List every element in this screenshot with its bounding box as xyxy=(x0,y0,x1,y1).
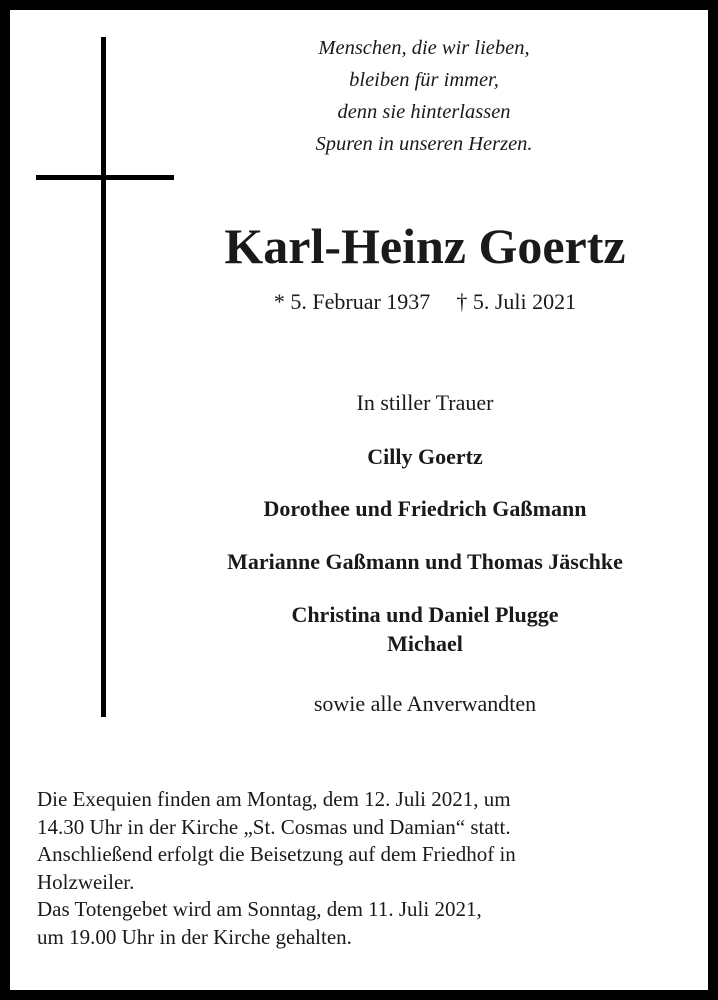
cross-vertical-bar xyxy=(101,37,106,717)
death-date: † 5. Juli 2021 xyxy=(456,289,577,314)
mourning-closing: sowie alle Anverwandten xyxy=(313,691,537,716)
mourning-intro: In stiller Trauer xyxy=(356,390,494,415)
quote-line: Menschen, die wir lieben, xyxy=(318,37,530,59)
mourner-name: Christina und Daniel Plugge xyxy=(291,602,559,627)
service-info-line: Anschließend erfolgt die Beisetzung auf dem Friedhof in xyxy=(37,842,516,866)
service-information xyxy=(37,786,697,951)
cross-horizontal-bar xyxy=(36,175,174,180)
life-dates xyxy=(160,287,690,317)
quote-line: denn sie hinterlassen xyxy=(337,101,511,123)
mourner-name: Dorothee und Friedrich Gaßmann xyxy=(263,496,587,521)
service-info-line: Holzweiler. xyxy=(37,869,135,894)
service-info-line: Das Totengebet wird am Sonntag, dem 11. Juli 2021, xyxy=(37,897,482,921)
birth-date: * 5. Februar 1937 xyxy=(273,289,431,314)
service-info-line: um 19.00 Uhr in der Kirche gehalten. xyxy=(37,924,352,949)
mourner-name: Marianne Gaßmann und Thomas Jäschke xyxy=(227,549,623,574)
service-info-line: Die Exequien finden am Montag, dem 12. Juli 2021, um xyxy=(37,787,511,811)
mourner-name: Michael xyxy=(387,631,463,656)
memorial-quote xyxy=(220,32,628,160)
service-info-line: 14.30 Uhr in der Kirche „St. Cosmas und Damian“ statt. xyxy=(37,814,511,839)
quote-line: bleiben für immer, xyxy=(349,69,499,91)
deceased-name: Karl-Heinz Goertz xyxy=(224,218,626,274)
quote-line: Spuren in unseren Herzen. xyxy=(315,133,533,155)
mourner-name: Cilly Goertz xyxy=(367,444,483,469)
